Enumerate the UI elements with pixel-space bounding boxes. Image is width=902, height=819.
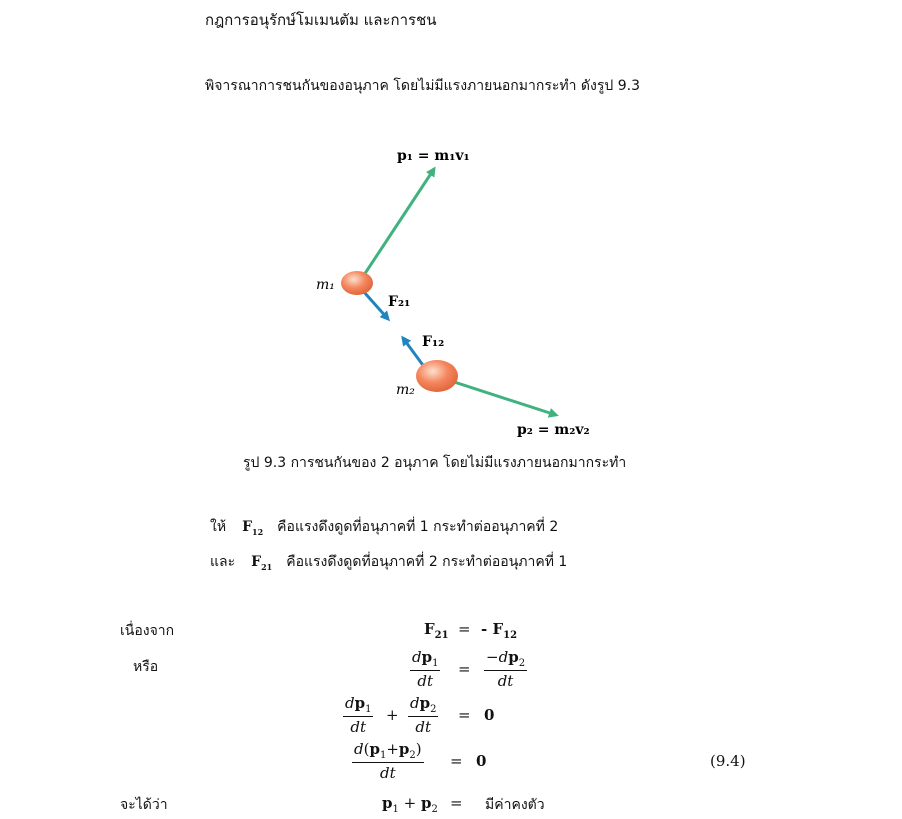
momentum-arrow-2 (448, 380, 556, 415)
f12-label: F₁₂ (422, 334, 445, 350)
definition-prefix: และ (210, 554, 236, 570)
eq3-term1-fraction: $\frac{dp_1}{dt}$ (345, 694, 372, 736)
eq4-equals: = (450, 752, 463, 770)
figure-caption: รูป 9.3 การชนกันของ 2 อนุภาค โดยไม่มีแรงภายนอกมากระทำ (243, 455, 627, 471)
eq2-equals: = (458, 660, 471, 678)
eq1-rhs: - $F_{12}$ (481, 620, 518, 641)
eq5-constant: มีค่าคงตัว (485, 797, 545, 813)
p2-label: p₂ = m₂v₂ (517, 422, 590, 438)
eq1-equals: = (458, 620, 471, 638)
mass-2-ball (416, 360, 458, 392)
f21-label: F₂₁ (388, 294, 411, 310)
momentum-arrow-1 (362, 169, 434, 278)
since-label: เนื่องจาก (120, 623, 175, 639)
eq2-lhs-fraction: $\frac{dp_1}{dt}$ (412, 648, 439, 690)
intro-text: พิจารณาการชนกันของอนุภาค โดยไม่มีแรงภายนอกมากระทำ ดังรูป 9.3 (205, 78, 640, 94)
definition-text: คือแรงดึงดูดที่อนุภาคที่ 1 กระทำต่ออนุภาคที่ 2 (277, 519, 559, 535)
definition-f12 (210, 516, 558, 538)
eq5-lhs: $p_1 + p_2$ (382, 794, 438, 815)
eq2-rhs-fraction: $\frac{-dp_2}{dt}$ (486, 648, 526, 690)
eq5-equals: = (450, 794, 463, 812)
m1-label: m₁ (316, 277, 335, 293)
eq3-equals: = (458, 706, 471, 724)
eq3-plus: + (386, 706, 399, 724)
p1-label: p₁ = m₁v₁ (397, 148, 470, 164)
force-arrow-21 (364, 292, 388, 319)
definition-prefix: ให้ (210, 519, 227, 535)
hence-label: จะได้ว่า (120, 797, 168, 813)
eq1-lhs: $F_{21}$ (424, 620, 449, 641)
section-heading: กฎการอนุรักษ์โมเมนตัม และการชน (205, 11, 437, 29)
mass-1-ball (341, 271, 373, 295)
force-symbol: $F_{21}$ (251, 554, 273, 572)
or-label: หรือ (133, 659, 159, 675)
eq3-term2-fraction: $\frac{dp_2}{dt}$ (410, 694, 437, 736)
equation-number: (9.4) (710, 752, 746, 770)
eq4-zero: 0 (476, 752, 487, 770)
m2-label: m₂ (396, 382, 415, 398)
definition-f21 (210, 551, 567, 573)
force-symbol: $F_{12}$ (242, 519, 264, 537)
eq3-zero: 0 (484, 706, 495, 724)
eq4-fraction: $\frac{d(p_1+p_2)}{dt}$ (354, 740, 422, 782)
definition-text: คือแรงดึงดูดที่อนุภาคที่ 2 กระทำต่ออนุภาคที่ 1 (286, 554, 568, 570)
